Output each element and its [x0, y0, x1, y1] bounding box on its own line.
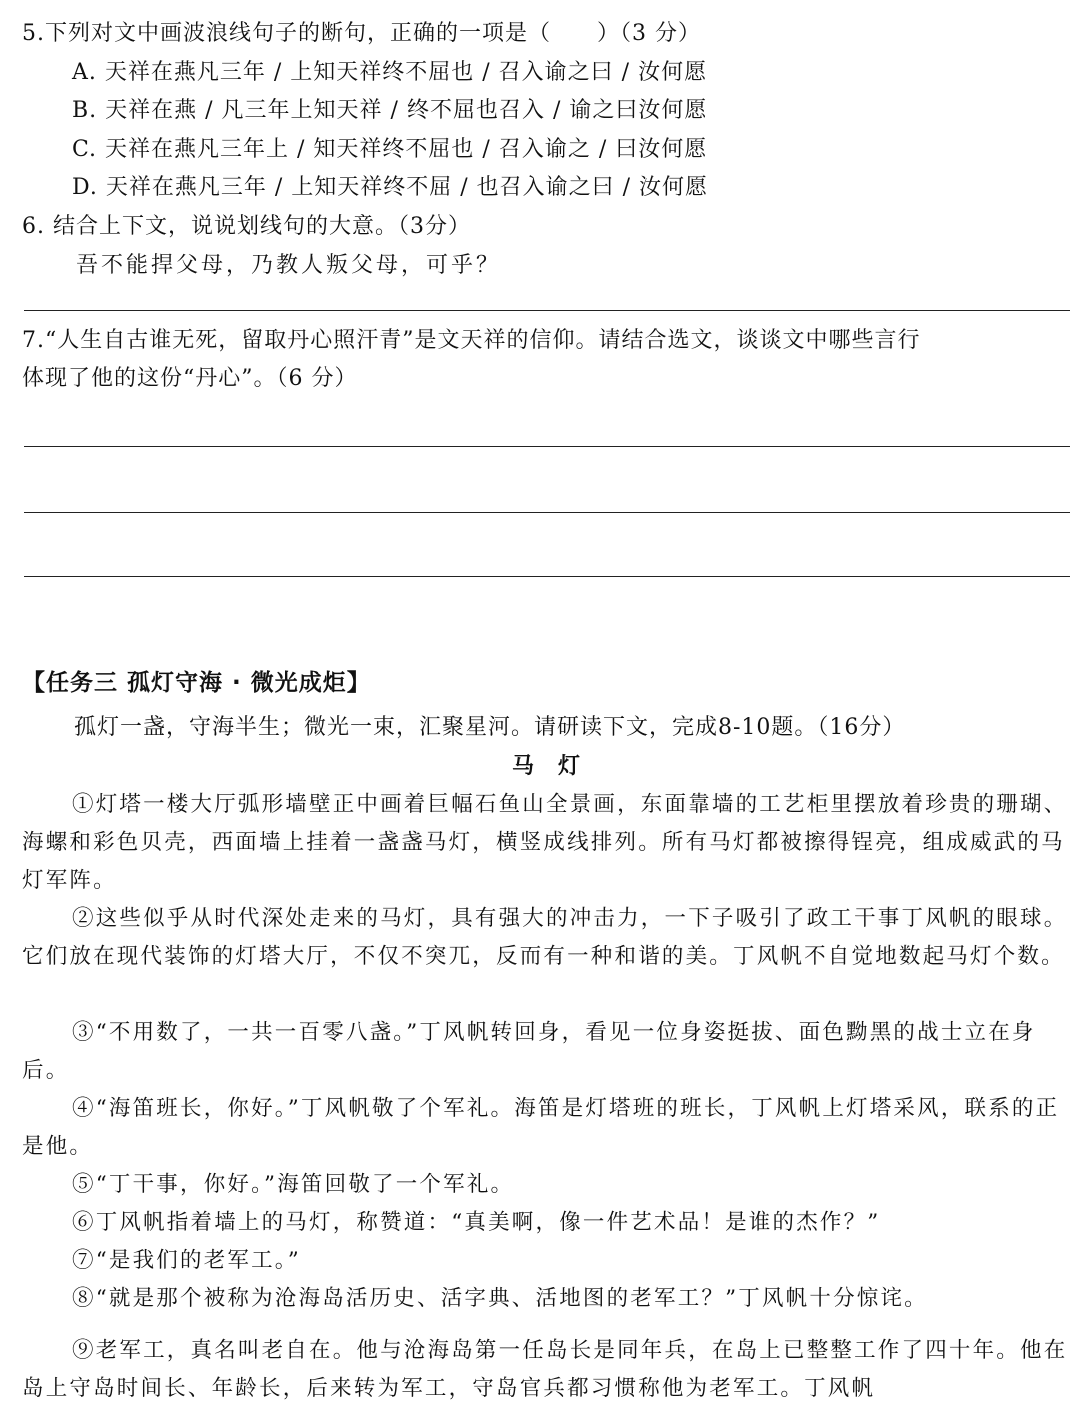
answer-line-q6[interactable]: [24, 310, 1070, 311]
question-5-option-b: B. 天祥在燕 / 凡三年上知天祥 / 终不屈也召入 / 谕之曰汝何愿: [72, 98, 708, 123]
question-5-stem: 5.下列对文中画波浪线句子的断句，正确的一项是（ ）（3 分）: [22, 21, 701, 46]
question-6-sentence: 吾不能捍父母，乃教人叛父母，可乎？: [76, 253, 502, 278]
answer-line-q7-2[interactable]: [24, 512, 1070, 513]
paragraph-5: ⑤“丁干事，你好。”海笛回敬了一个军礼。: [72, 1172, 515, 1197]
question-6-stem: 6. 结合上下文，说说划线句的大意。（3分）: [22, 214, 471, 239]
paragraph-8: ⑧“就是那个被称为沧海岛活历史、活字典、活地图的老军工？”丁风帆十分惊诧。: [72, 1286, 928, 1311]
question-5-option-c: C. 天祥在燕凡三年上 / 知天祥终不屈也 / 召入谕之 / 曰汝何愿: [72, 137, 708, 162]
answer-line-q7-1[interactable]: [24, 446, 1070, 447]
question-5-option-a: A. 天祥在燕凡三年 / 上知天祥终不屈也 / 召入谕之曰 / 汝何愿: [72, 60, 708, 85]
paragraph-4: ④“海笛班长，你好。”丁风帆敬了个军礼。海笛是灯塔班的班长，丁风帆上灯塔采风，联系的正是他。: [22, 1096, 1060, 1159]
task-3-heading: 【任务三 孤灯守海 · 微光成炬】: [22, 670, 371, 696]
paragraph-3: ③“不用数了，一共一百零八盏。”丁风帆转回身，看见一位身姿挺拔、面色黝黑的战士立在身后。: [22, 1020, 1036, 1083]
passage-title: 马 灯: [512, 753, 582, 779]
paragraph-6: ⑥丁风帆指着墙上的马灯，称赞道：“真美啊，像一件艺术品！是谁的杰作？”: [72, 1210, 881, 1235]
paragraph-9: ⑨老军工，真名叫老自在。他与沧海岛第一任岛长是同年兵，在岛上已整整工作了四十年。他在岛上守岛时间长、年龄长，后来转为军工，守岛官兵都习惯称他为老军工。丁风帆: [22, 1338, 1068, 1401]
paragraph-1: ①灯塔一楼大厅弧形墙壁正中画着巨幅石鱼山全景画，东面靠墙的工艺柜里摆放着珍贵的珊瑚、海螺和彩色贝壳，西面墙上挂着一盏盏马灯，横竖成线排列。所有马灯都被擦得锃亮，组成威武的马灯军阵。: [22, 792, 1068, 893]
question-5-option-d: D. 天祥在燕凡三年 / 上知天祥终不屈 / 也召入谕之曰 / 汝何愿: [72, 175, 709, 200]
paragraph-7: ⑦“是我们的老军工。”: [72, 1248, 301, 1273]
question-7-line-2: 体现了他的这份“丹心”。（6 分）: [22, 366, 358, 391]
task-3-intro: 孤灯一盏，守海半生；微光一束，汇聚星河。请研读下文，完成8-10题。（16分）: [74, 715, 906, 740]
question-7-line-1: 7.“人生自古谁无死，留取丹心照汗青”是文天祥的信仰。请结合选文，谈谈文中哪些言行: [22, 328, 921, 353]
answer-line-q7-3[interactable]: [24, 576, 1070, 577]
paragraph-2: ②这些似乎从时代深处走来的马灯，具有强大的冲击力，一下子吸引了政工干事丁风帆的眼球。它们放在现代装饰的灯塔大厅，不仅不突兀，反而有一种和谐的美。丁风帆不自觉地数起马灯个数。: [22, 906, 1068, 969]
